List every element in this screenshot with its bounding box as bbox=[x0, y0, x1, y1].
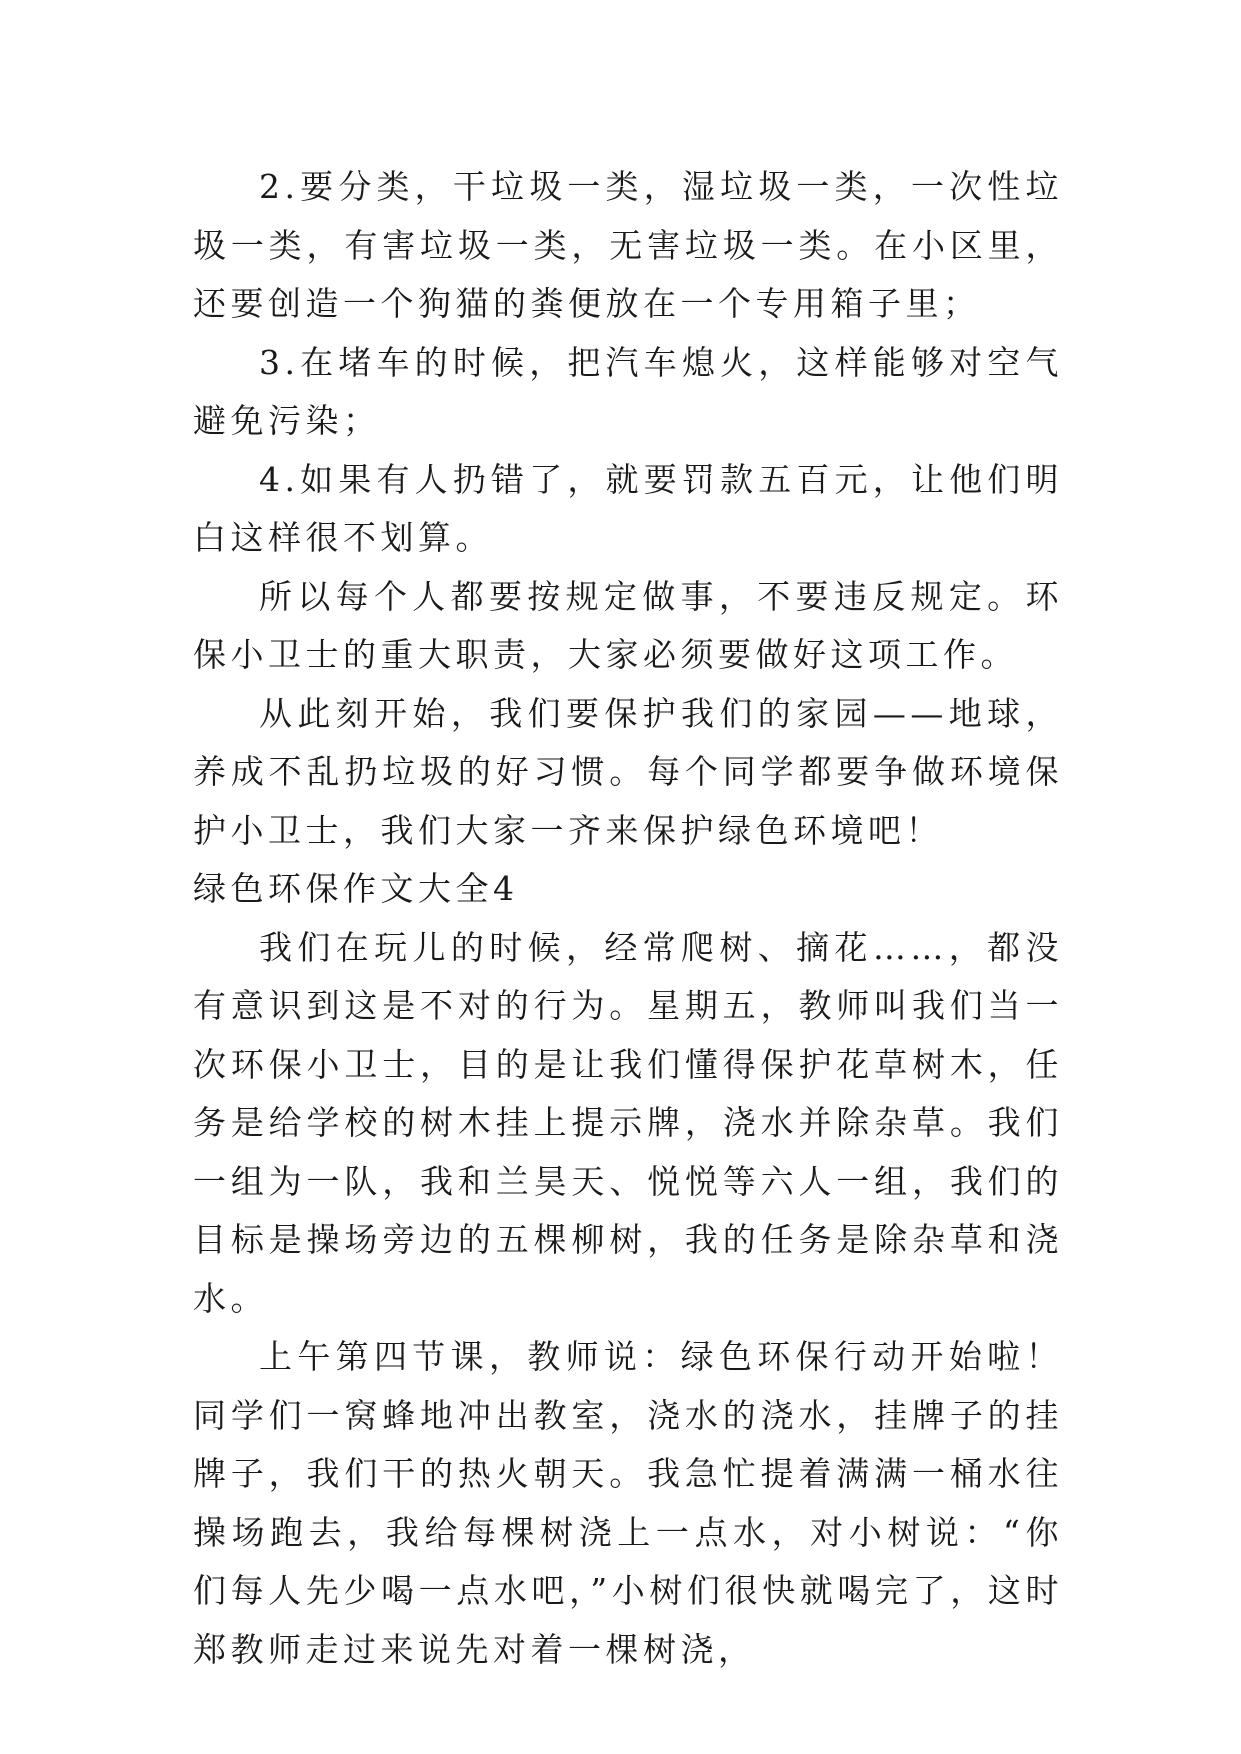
paragraph-item-3: 3.在堵车的时候，把汽车熄火，这样能够对空气避免污染； bbox=[193, 342, 1063, 440]
paragraph-call-to-action: 从此刻开始，我们要保护我们的家园——地球，养成不乱扔垃圾的好习惯。每个同学都要争做环境保护小卫士，我们大家一齐来保护绿色环境吧！ bbox=[193, 693, 1063, 850]
paragraph-essay-action: 上午第四节课，教师说：绿色环保行动开始啦！同学们一窝蜂地冲出教室，浇水的浇水，挂牌子的挂牌子，我们干的热火朝天。我急忙提着满满一桶水往操场跑去，我给每棵树浇上一点水，对小树说：“你们每人先少喝一点水吧，”小树们很快就喝完了，这时郑教师走过来说先对着一棵树浇， bbox=[193, 1337, 1063, 1669]
paragraph-item-4: 4.如果有人扔错了，就要罚款五百元，让他们明白这样很不划算。 bbox=[193, 459, 1063, 557]
paragraph-item-2: 2.要分类，干垃圾一类，湿垃圾一类，一次性垃圾一类，有害垃圾一类，无害垃圾一类。在小区里，还要创造一个狗猫的粪便放在一个专用箱子里； bbox=[193, 167, 1063, 323]
section-heading: 绿色环保作文大全4 bbox=[193, 869, 519, 908]
document-body bbox=[193, 158, 1063, 1679]
paragraph-conclusion: 所以每个人都要按规定做事，不要违反规定。环保小卫士的重大职责，大家必须要做好这项工作。 bbox=[193, 576, 1063, 674]
paragraph-essay-intro: 我们在玩儿的时候，经常爬树、摘花……，都没有意识到这是不对的行为。星期五，教师叫我们当一次环保小卫士，目的是让我们懂得保护花草树木，任务是给学校的树木挂上提示牌，浇水并除杂草。我们一组为一队，我和兰昊天、悦悦等六人一组，我们的目标是操场旁边的五棵柳树，我的任务是除杂草和浇水。 bbox=[193, 927, 1063, 1318]
